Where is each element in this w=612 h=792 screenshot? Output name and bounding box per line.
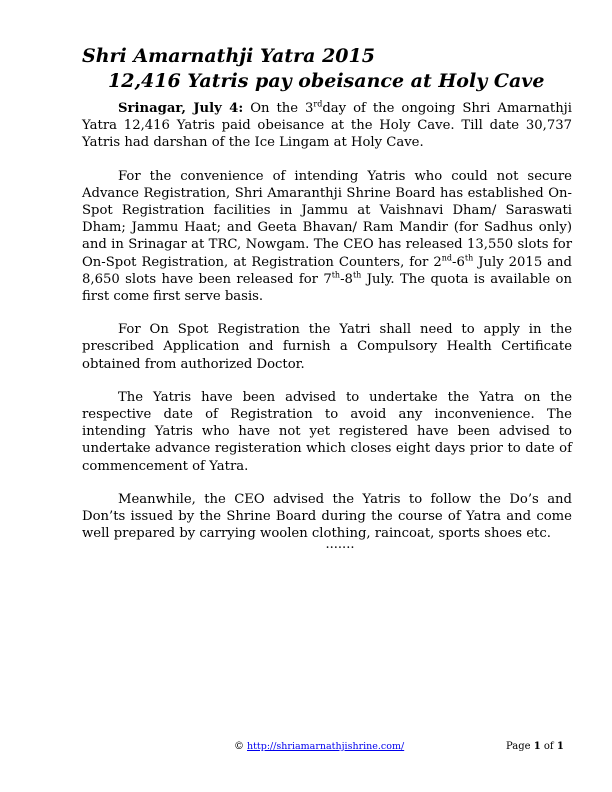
headline (82, 44, 582, 94)
paragraph-2 (82, 168, 572, 306)
p2-text-a: For the convenience of intending Yatris who could not secure Advance Registration, Shri Amaranthji Shrine Board has established On-Spot Registration facilities in Jammu at Vaishnavi Dham/ Saraswati Dham; Jammu Haat; and Geeta Bhavan/ Ram Mandir (for Sadhus only) and in Srinagar at TRC, Nowgam. The CEO has released 13,550 slots for On-Spot Registration, at Registration Counters, for 2 (82, 168, 572, 270)
p2-text-d: -8 (340, 271, 353, 287)
paragraph-4: The Yatris have been advised to undertake the Yatra on the respective date of Registration to avoid any inconvenience. The intending Yatris who have not yet registered have been advised to undertake advance registeration which closes eight days prior to date of commencement of Yatra. (82, 389, 572, 474)
paragraph-1 (82, 100, 572, 152)
p2-sup-1: nd (441, 253, 453, 263)
end-ellipsis: ....... (325, 537, 355, 552)
p2-text-b: -6 (452, 254, 465, 270)
page-total: 1 (556, 741, 564, 752)
page-prefix: Page (506, 741, 534, 752)
page-current: 1 (533, 741, 541, 752)
dateline: Srinagar, July 4: (118, 101, 244, 116)
p2-sup-3: th (331, 270, 341, 280)
article-body (82, 100, 572, 558)
page-of: of (540, 741, 557, 752)
p2-text-c: July 2015 and 8,650 slots have been released for 7 (82, 254, 572, 287)
headline-line-1: Shri Amarnathji Yatra 2015 (82, 45, 375, 67)
copyright-icon: © (234, 741, 244, 752)
p2-sup-4: th (352, 270, 362, 280)
paragraph-3: For On Spot Registration the Yatri shall need to apply in the prescribed Application and furnish a Compulsory Health Certificate obtained from authorized Doctor. (82, 322, 572, 372)
paragraph-5: Meanwhile, the CEO advised the Yatris to follow the Do’s and Don’ts issued by the Shrine Board during the course of Yatra and come well prepared by carrying woolen clothing, raincoat, sports shoes etc. (82, 491, 572, 542)
p1-text-b: day of the ongoing Shri Amarnathji Yatra 12,416 Yatris paid obeisance at the Holy Cave. Till date 30,737 Yatris had darshan of the Ice Lingam at Holy Cave. (82, 101, 572, 151)
p2-text-e: July. The quota is available on first come first serve basis. (82, 271, 572, 305)
website-link[interactable]: http://shriamarnathjishrine.com/ (247, 741, 405, 752)
headline-line-2: 12,416 Yatris pay obeisance at Holy Cave (108, 70, 545, 92)
page-number (506, 741, 564, 752)
p1-sup-1: rd (313, 99, 323, 109)
copyright (234, 741, 404, 752)
p1-text-a: On the 3 (243, 101, 314, 116)
p2-sup-2: th (464, 253, 474, 263)
